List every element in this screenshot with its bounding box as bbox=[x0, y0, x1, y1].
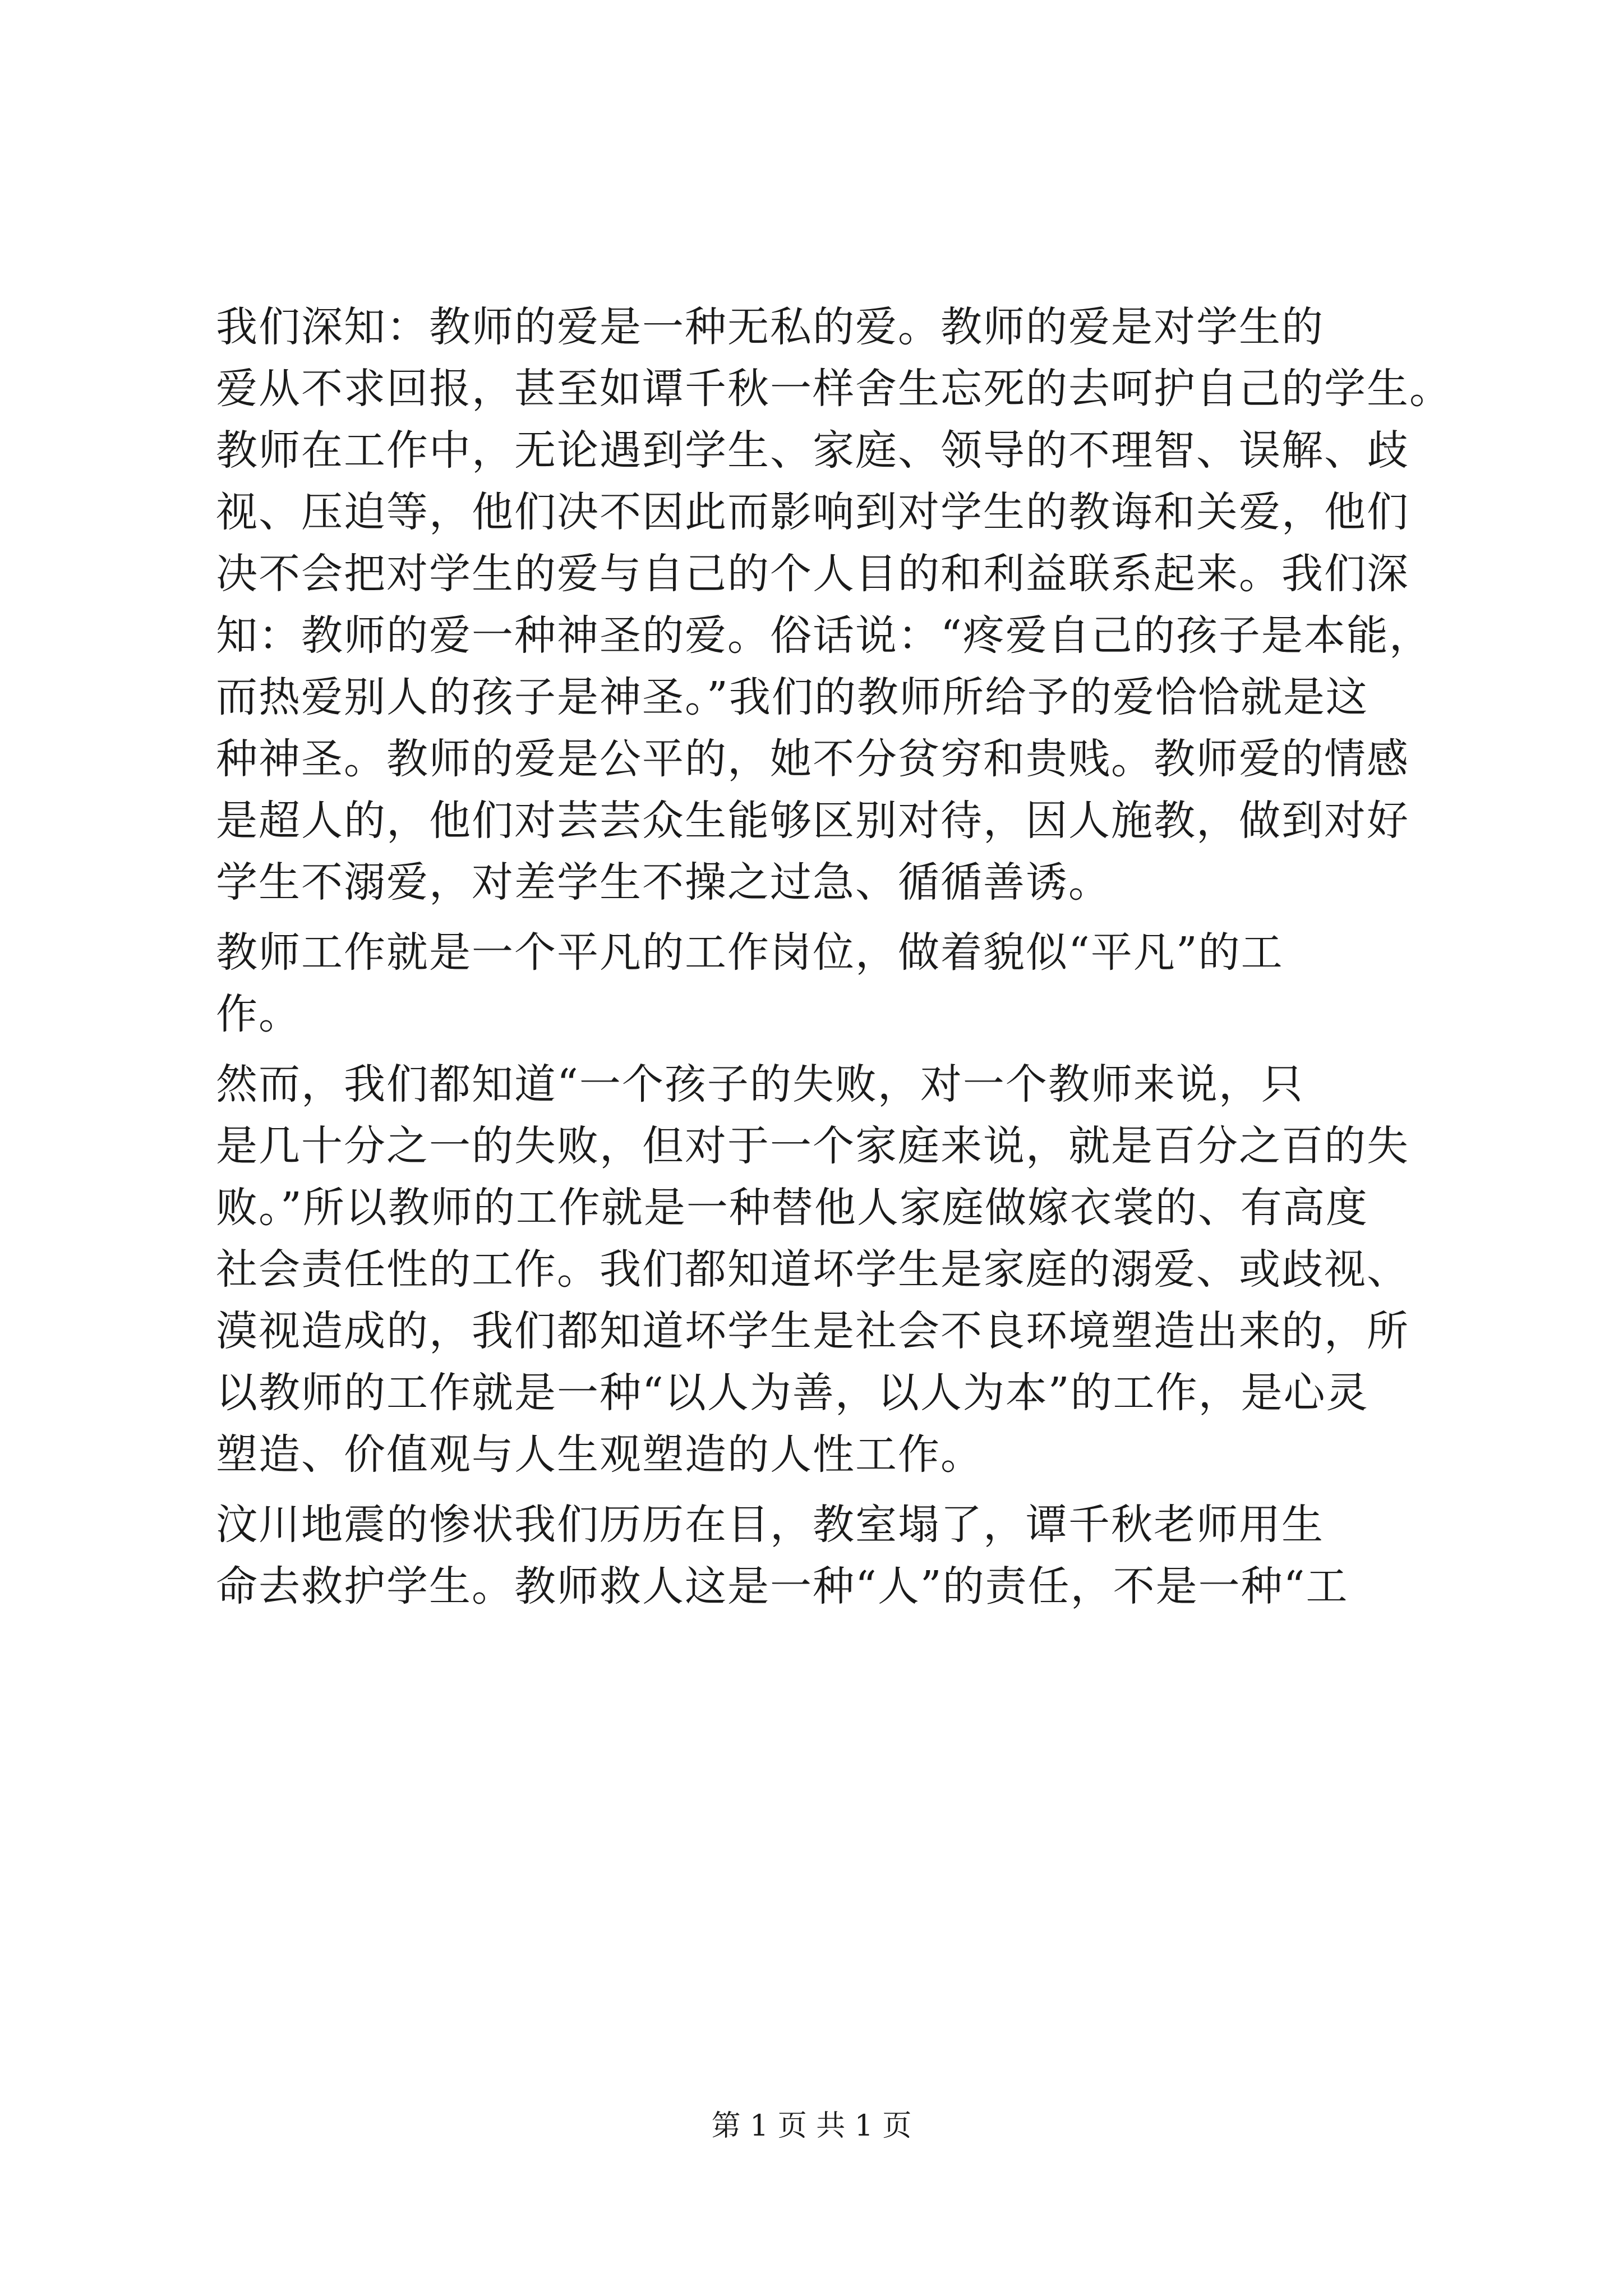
text-line: 塑造、价值观与人生观塑造的人性工作。 bbox=[216, 1430, 983, 1479]
text-line: 是几十分之一的失败，但对于一个家庭来说，就是百分之百的失 bbox=[216, 1122, 1409, 1170]
text-line: 种神圣。教师的爱是公平的，她不分贫穷和贵贱。教师爱的情感 bbox=[216, 735, 1409, 783]
text-line: 漠视造成的，我们都知道坏学生是社会不良环境塑造出来的，所 bbox=[216, 1307, 1409, 1355]
text-line: 命去救护学生。教师救人这是一种“人”的责任，不是一种“工 bbox=[216, 1562, 1349, 1611]
text-line: 以教师的工作就是一种“以人为善，以人为本”的工作，是心灵 bbox=[216, 1369, 1369, 1417]
text-line: 学生不溺爱，对差学生不操之过急、循循善诱。 bbox=[216, 858, 1111, 907]
text-line: 败。”所以教师的工作就是一种替他人家庭做嫁衣裳的、有高度 bbox=[216, 1184, 1368, 1232]
text-line: 爱从不求回报，甚至如谭千秋一样舍生忘死的去呵护自己的学生。 bbox=[216, 365, 1452, 413]
text-line: 教师在工作中，无论遇到学生、家庭、领导的不理智、误解、歧 bbox=[216, 426, 1409, 475]
text-line: 是超人的，他们对芸芸众生能够区别对待，因人施教，做到对好 bbox=[216, 797, 1409, 845]
text-line: 教师工作就是一个平凡的工作岗位，做着貌似“平凡”的工 bbox=[216, 928, 1284, 977]
text-line: 知：教师的爱一种神圣的爱。俗话说：“疼爱自己的孩子是本能， bbox=[216, 611, 1432, 660]
text-line: 作。 bbox=[216, 990, 301, 1038]
text-line: 视、压迫等，他们决不因此而影响到对学生的教诲和关爱，他们 bbox=[216, 488, 1409, 536]
text-line: 汶川地震的惨状我们历历在目，教室塌了，谭千秋老师用生 bbox=[216, 1501, 1324, 1549]
text-line: 社会责任性的工作。我们都知道坏学生是家庭的溺爱、或歧视、 bbox=[216, 1245, 1409, 1294]
page-footer: 第 1 页 共 1 页 bbox=[711, 2109, 912, 2143]
text-line: 我们深知：教师的爱是一种无私的爱。教师的爱是对学生的 bbox=[216, 303, 1324, 351]
text-line: 决不会把对学生的爱与自己的个人目的和利益联系起来。我们深 bbox=[216, 550, 1409, 598]
text-line: 而热爱别人的孩子是神圣。”我们的教师所给予的爱恰恰就是这 bbox=[216, 673, 1368, 721]
text-line: 然而，我们都知道“一个孩子的失败，对一个教师来说，只 bbox=[216, 1060, 1304, 1108]
